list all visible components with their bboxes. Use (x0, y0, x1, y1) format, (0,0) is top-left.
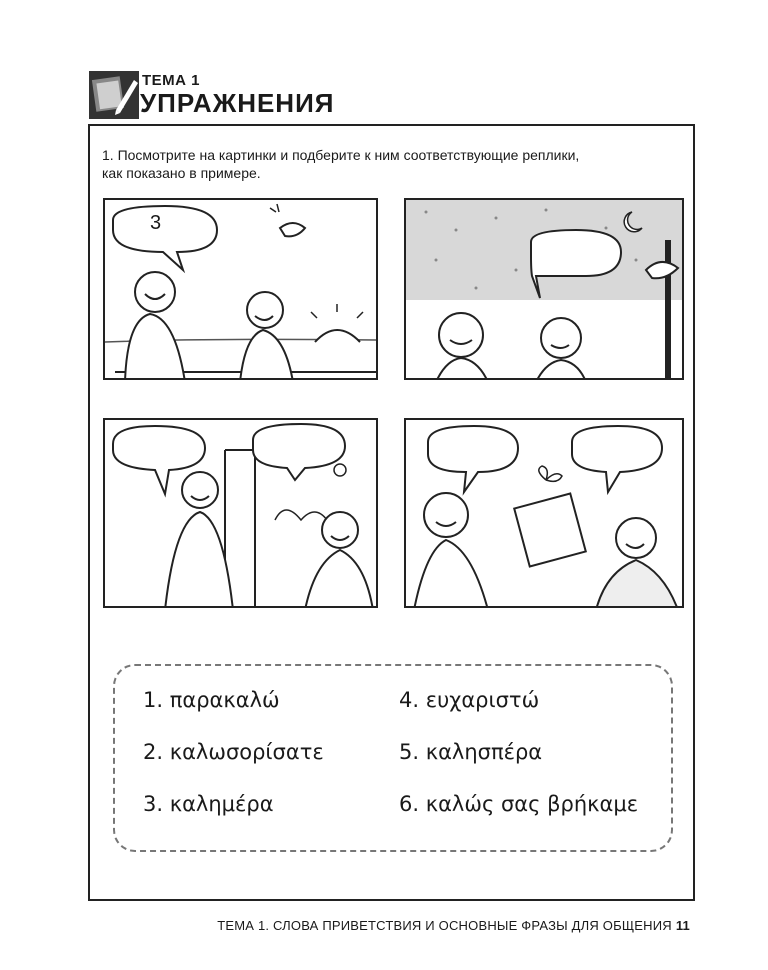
page-title: УПРАЖНЕНИЯ (140, 88, 335, 118)
page-header (88, 68, 348, 124)
gift-scene-illustration (406, 420, 684, 608)
comic-panel-2 (404, 198, 684, 380)
phrase-option-2: 2. καλωσορίσατε (143, 740, 324, 764)
morning-scene-illustration (105, 200, 378, 380)
comic-panel-3 (103, 418, 378, 608)
footer-text: ТЕМА 1. СЛОВА ПРИВЕТСТВИЯ И ОСНОВНЫЕ ФРАЗЫ ДЛЯ ОБЩЕНИЯ (217, 918, 672, 933)
instruction-line-2: как показано в примере. (102, 165, 261, 181)
phrase-option-5: 5. καλησπέρα (399, 740, 543, 764)
exercise-instruction (102, 146, 662, 182)
instruction-line-1: 1. Посмотрите на картинки и подберите к ним соответствующие реплики, (102, 147, 580, 163)
topic-label: ТЕМА 1 (142, 72, 201, 89)
phrase-option-1: 1. παρακαλώ (143, 688, 280, 712)
phrase-option-6: 6. καλώς σας βρήκαμε (399, 792, 639, 816)
page-footer (217, 918, 690, 933)
evening-scene-illustration (406, 200, 684, 380)
notebook-pencil-icon (88, 70, 140, 120)
page-number: 11 (675, 918, 690, 933)
phrase-option-4: 4. ευχαριστώ (399, 688, 540, 712)
comic-panel-4 (404, 418, 684, 608)
doorway-scene-illustration (105, 420, 378, 608)
phrase-option-3: 3. καλημέρα (143, 792, 274, 816)
comic-panel-1 (103, 198, 378, 380)
example-answer: 3 (150, 212, 162, 234)
